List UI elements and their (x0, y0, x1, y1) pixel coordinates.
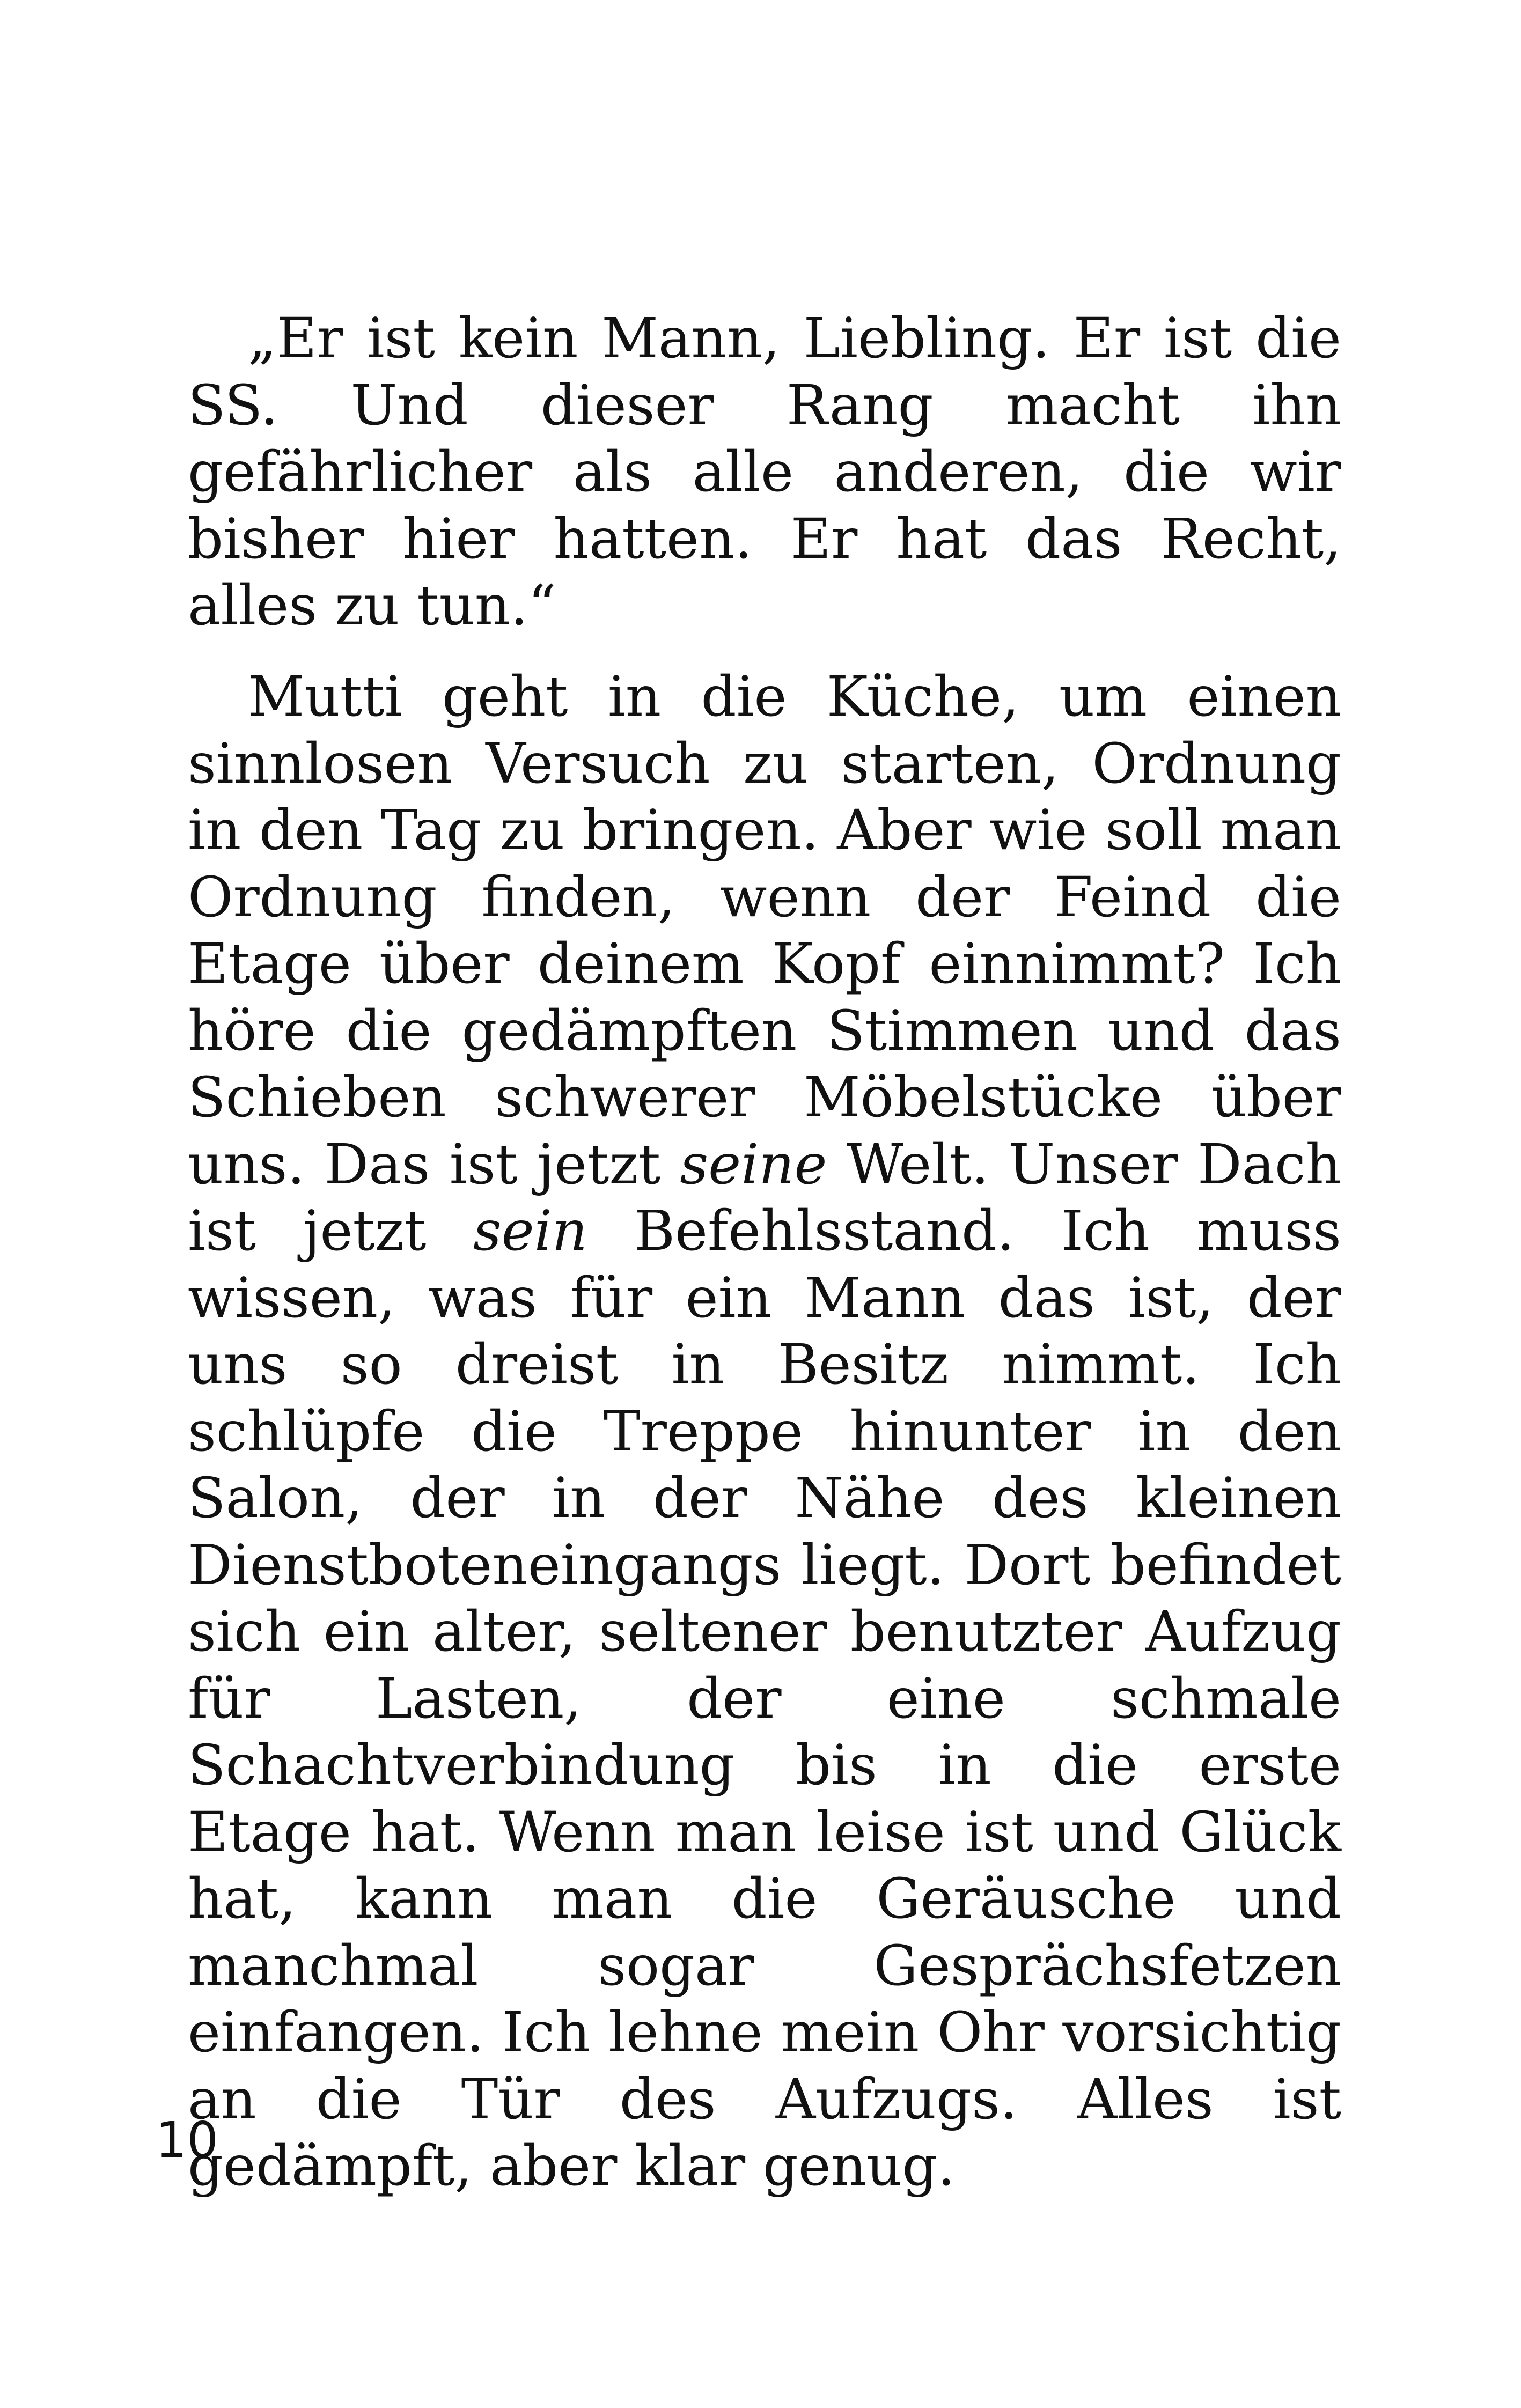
emphasis-sein: sein (473, 1199, 587, 1263)
paragraph-narrative (188, 664, 1341, 2200)
page-number: 10 (156, 2111, 219, 2169)
emphasis-seine: seine (680, 1132, 827, 1197)
paragraph-dialogue: „Er ist kein Mann, Liebling. Er ist die SS. Und dieser Rang macht ihn gefährlicher als alle anderen, die wir bisher hier hatten. Er hat das Recht, alles zu tun.“ (188, 306, 1341, 638)
paragraph-narrative-part-2: Welt. Unser Dach ist jetzt (188, 1132, 1341, 1263)
paragraph-narrative-part-1: Mutti geht in die Küche, um einen sinnlosen Versuch zu starten, Ordnung in den Tag zu bringen. Aber wie soll man Ordnung finden, wenn der Feind die Etage über deinem Kopf einnimmt? Ich höre die gedämpften Stimmen und das Schieben schwerer Möbelstücke über uns. Das ist jetzt (188, 665, 1341, 1197)
paragraph-narrative-part-3: Befehlsstand. Ich muss wissen, was für ein Mann das ist, der uns so dreist in Besitz nimmt. Ich schlüpfe die Treppe hinunter in den Salon, der in der Nähe des kleinen Dienstboteneingangs liegt. Dort befindet sich ein alter, seltener benutzter Aufzug für Lasten, der eine schmale Schachtverbindung bis in die erste Etage hat. Wenn man leise ist und Glück hat, kann man die Geräusche und manchmal sogar Gesprächsfetzen einfangen. Ich lehne mein Ohr vorsichtig an die Tür des Aufzugs. Alles ist gedämpft, aber klar genug. (188, 1199, 1341, 2198)
